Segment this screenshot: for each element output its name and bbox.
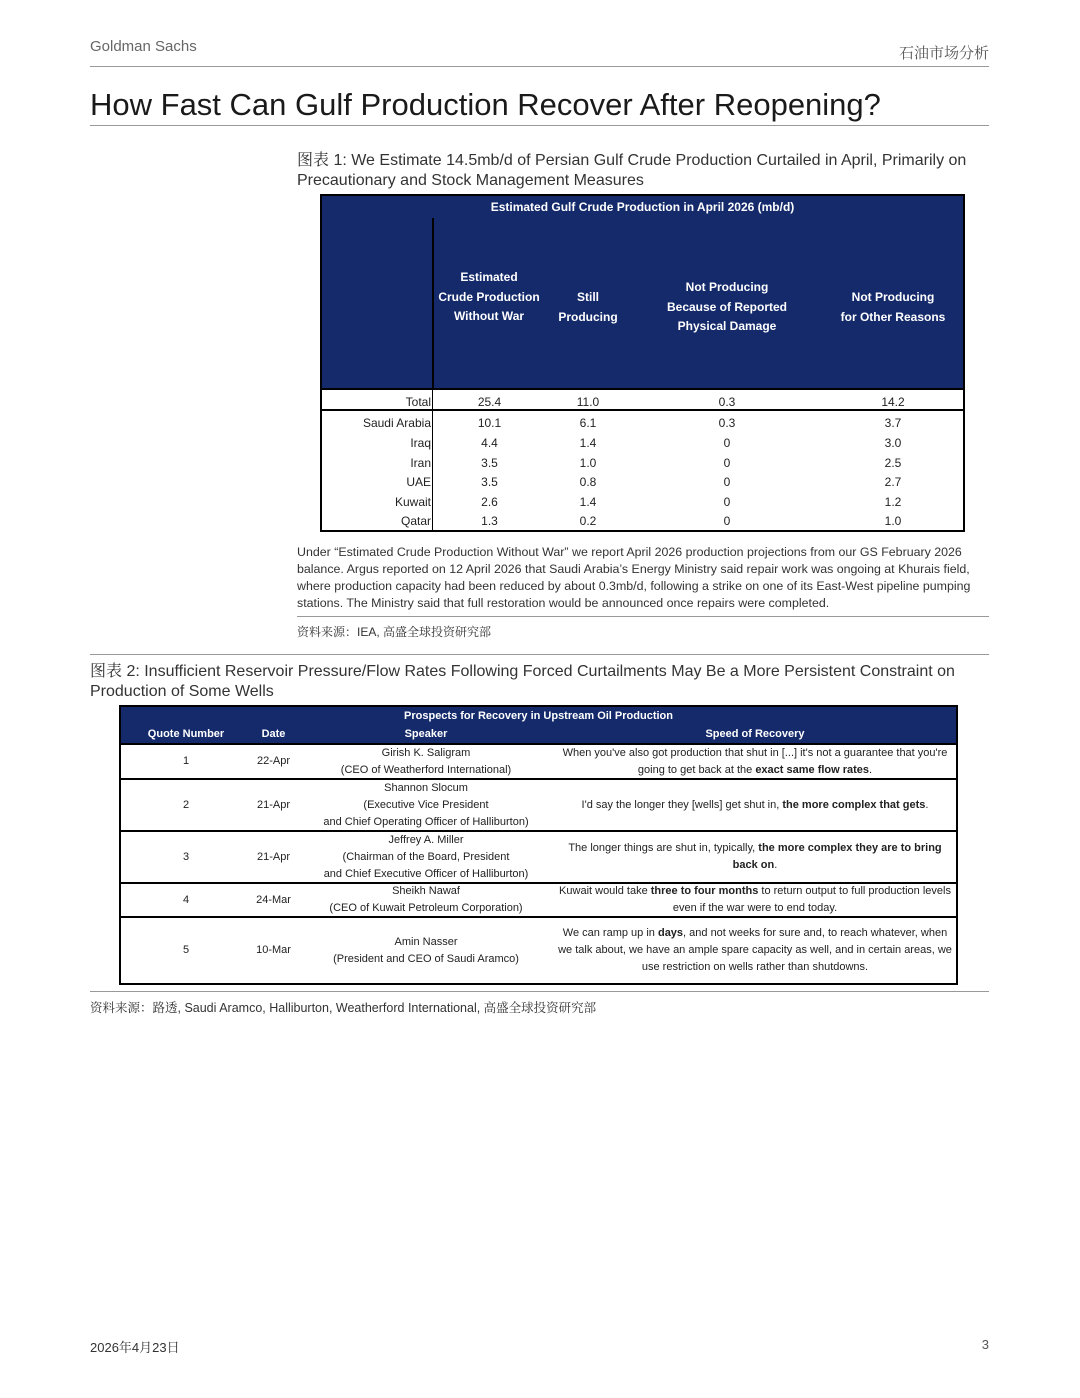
col-header-line: Still	[576, 290, 599, 304]
speaker	[311, 884, 541, 916]
country-row	[322, 454, 963, 474]
exhibit1-note: Under “Estimated Crude Production Without War” we report April 2026 production projections from our GS February 2026 balance. Argus reported on 12 April 2026 that Saudi Arabia’s Energy Ministry said repair work was ongoing at Khurais field, where production capacity had been reduced by about 0.3mb/d, following a strike on one of its East-West pipeline pumping stations. The Ministry said that full restoration would be announced once repairs were completed.	[297, 545, 971, 610]
quote-date: 21-Apr	[256, 850, 291, 863]
quote-text: When you've also got production that shut in [...] it's not a guarantee that you're going to get back at the	[562, 746, 948, 776]
col-header-line: Not Producing	[685, 280, 769, 294]
header-bottom-rule	[322, 388, 963, 390]
col-header-line: for Other Reasons	[840, 309, 946, 324]
production-table	[320, 194, 965, 532]
quote-emphasis: days	[657, 927, 684, 939]
speaker-line: (CEO of Weatherford International)	[340, 763, 512, 776]
recovery-table	[119, 705, 958, 985]
speaker-line: Girish K. Saligram	[381, 746, 471, 759]
quote-row	[121, 780, 956, 830]
col-header-line: Without War	[453, 309, 525, 323]
row-label: Qatar	[400, 514, 431, 528]
row-label: Saudi Arabia	[362, 416, 431, 430]
speaker	[311, 918, 541, 983]
title-divider	[90, 125, 989, 126]
col-header-other-reasons	[822, 288, 964, 327]
still-producing-value: 6.1	[579, 416, 597, 430]
physical-damage-value: 0	[723, 475, 731, 489]
section-divider	[90, 654, 989, 655]
speaker-line: Amin Nasser	[394, 935, 458, 948]
header-date: Date	[261, 728, 286, 740]
still-producing-value: 1.0	[579, 456, 597, 470]
speed-of-recovery	[556, 918, 954, 983]
estimated-value: 10.1	[477, 416, 502, 430]
col-header-physical-damage	[652, 278, 802, 337]
col-header-line: Producing	[558, 309, 618, 324]
still-producing-value: 11.0	[576, 395, 600, 409]
country-row	[322, 414, 963, 434]
speed-of-recovery	[556, 745, 954, 778]
other-reasons-value: 1.0	[884, 514, 902, 528]
quote-row	[121, 918, 956, 983]
physical-damage-value: 0	[723, 436, 731, 450]
section-label: 石油市场分析	[898, 45, 989, 62]
speaker	[311, 745, 541, 778]
estimated-value: 25.4	[477, 395, 502, 409]
speed-of-recovery	[556, 780, 954, 830]
estimated-value: 4.4	[481, 436, 498, 450]
speaker-line: (President and CEO of Saudi Aramco)	[333, 952, 519, 965]
quote-date: 24-Mar	[256, 893, 291, 906]
quote-number: 1	[182, 755, 190, 767]
quote-emphasis: three to four months	[650, 885, 759, 897]
quote-date: 10-Mar	[256, 944, 291, 956]
still-producing-value: 0.2	[579, 514, 597, 528]
production-table-header	[322, 218, 963, 388]
exhibit1-source: 资料来源：IEA, 高盛全球投资研究部	[297, 625, 492, 639]
speaker	[311, 780, 541, 830]
physical-damage-value: 0.3	[718, 416, 736, 430]
recovery-table-title: Prospects for Recovery in Upstream Oil Production	[404, 710, 673, 722]
quote-emphasis: the more complex they are to bring back on	[732, 842, 942, 871]
physical-damage-value: 0	[723, 495, 731, 509]
col-header-line: Because of Reported	[666, 299, 788, 314]
speaker-line: and Chief Executive Officer of Halliburton)	[323, 867, 529, 880]
quote-text: to return output to full production levels even if the war were to end today.	[672, 885, 951, 914]
estimated-value: 3.5	[481, 475, 498, 489]
col-header-line: Crude Production	[438, 289, 540, 304]
other-reasons-value: 2.7	[884, 475, 902, 489]
quote-row	[121, 745, 956, 778]
row-label: Iran	[410, 456, 431, 470]
other-reasons-value: 14.2	[881, 395, 905, 409]
col-header-line: Not Producing	[851, 290, 935, 304]
still-producing-value: 1.4	[579, 436, 597, 450]
quote-date: 22-Apr	[256, 755, 291, 767]
col-header-line: Estimated	[460, 270, 518, 284]
quote-number: 3	[182, 850, 190, 863]
source-divider	[297, 616, 989, 617]
speed-of-recovery	[556, 884, 954, 916]
quote-number: 4	[182, 893, 190, 906]
country-row	[322, 493, 963, 513]
recovery-table-header	[121, 707, 956, 743]
quote-text: Kuwait would take	[559, 885, 651, 897]
speaker	[311, 832, 541, 882]
speed-of-recovery	[556, 832, 954, 882]
brand-name: Goldman Sachs	[90, 38, 197, 55]
header-quote-number: Quote Number	[147, 728, 225, 740]
quote-text: The longer things are shut in, typically,	[568, 842, 759, 854]
speaker-line: Jeffrey A. Miller	[388, 833, 464, 846]
header-divider	[90, 66, 989, 67]
speaker-line: (Chairman of the Board, President	[342, 850, 510, 863]
quote-text: .	[774, 859, 778, 871]
country-row	[322, 512, 963, 532]
quote-number: 5	[182, 944, 190, 956]
other-reasons-value: 1.2	[884, 495, 902, 509]
physical-damage-value: 0	[723, 456, 731, 470]
other-reasons-value: 3.0	[884, 436, 902, 450]
still-producing-value: 1.4	[579, 495, 597, 509]
physical-damage-value: 0.3	[718, 395, 736, 409]
country-row	[322, 473, 963, 493]
col-header-estimated	[434, 268, 544, 327]
quote-row	[121, 884, 956, 916]
speaker-line: (Executive Vice President	[363, 798, 489, 811]
quote-row	[121, 832, 956, 882]
country-row	[322, 434, 963, 454]
estimated-value: 3.5	[481, 456, 498, 470]
row-label: Iraq	[410, 436, 431, 450]
page-number: 3	[981, 1337, 989, 1352]
row-label: UAE	[406, 475, 431, 489]
quote-text: .	[925, 798, 929, 811]
row-label: Kuwait	[394, 495, 431, 509]
speaker-line: Sheikh Nawaf	[392, 885, 460, 897]
quote-emphasis: exact same flow rates	[755, 763, 870, 776]
quote-text: We can ramp up in	[562, 927, 658, 939]
exhibit1-caption: 图表 1: We Estimate 14.5mb/d of Persian Gulf Crude Production Curtailed in April, Primarily on Precautionary and Stock Management Measures	[297, 152, 967, 189]
quote-text: I'd say the longer they [wells] get shut in,	[581, 798, 783, 811]
estimated-value: 2.6	[481, 495, 498, 509]
production-table-title: Estimated Gulf Crude Production in April 2026 (mb/d)	[322, 196, 963, 218]
col-header-line: Physical Damage	[677, 319, 777, 333]
speaker-line: (CEO of Kuwait Petroleum Corporation)	[329, 902, 523, 914]
header-speed-of-recovery: Speed of Recovery	[705, 728, 805, 740]
speaker-line: and Chief Operating Officer of Halliburton)	[323, 815, 529, 828]
physical-damage-value: 0	[723, 514, 731, 528]
still-producing-value: 0.8	[579, 475, 597, 489]
footer-date: 2026年4月23日	[90, 1340, 180, 1355]
estimated-value: 1.3	[481, 514, 498, 528]
exhibit2-source: 资料来源：路透, Saudi Aramco, Halliburton, Weatherford International, 高盛全球投资研究部	[90, 1001, 597, 1015]
quote-emphasis: the more complex that gets	[782, 798, 926, 811]
exhibit2-caption: 图表 2: Insufficient Reservoir Pressure/Flow Rates Following Forced Curtailments May Be a More Persistent Constraint on Production of Some Wells	[90, 663, 955, 700]
quote-date: 21-Apr	[256, 798, 291, 811]
row-label: Total	[405, 395, 431, 409]
page-title: How Fast Can Gulf Production Recover After Reopening?	[90, 87, 881, 122]
other-reasons-value: 3.7	[884, 416, 902, 430]
col-header-still-producing	[550, 288, 626, 327]
header-speaker: Speaker	[404, 728, 448, 740]
speaker-line: Shannon Slocum	[384, 781, 468, 794]
total-row	[322, 393, 963, 413]
other-reasons-value: 2.5	[884, 456, 902, 470]
quote-text: .	[869, 763, 873, 776]
quote-text: , and not weeks for sure and, to reach whatever, when we talk about, we have an ample spare capacity as well, and in certain areas, we use restriction on wells rather than shutdowns.	[558, 927, 952, 973]
source-divider	[90, 991, 989, 992]
quote-number: 2	[182, 798, 190, 811]
